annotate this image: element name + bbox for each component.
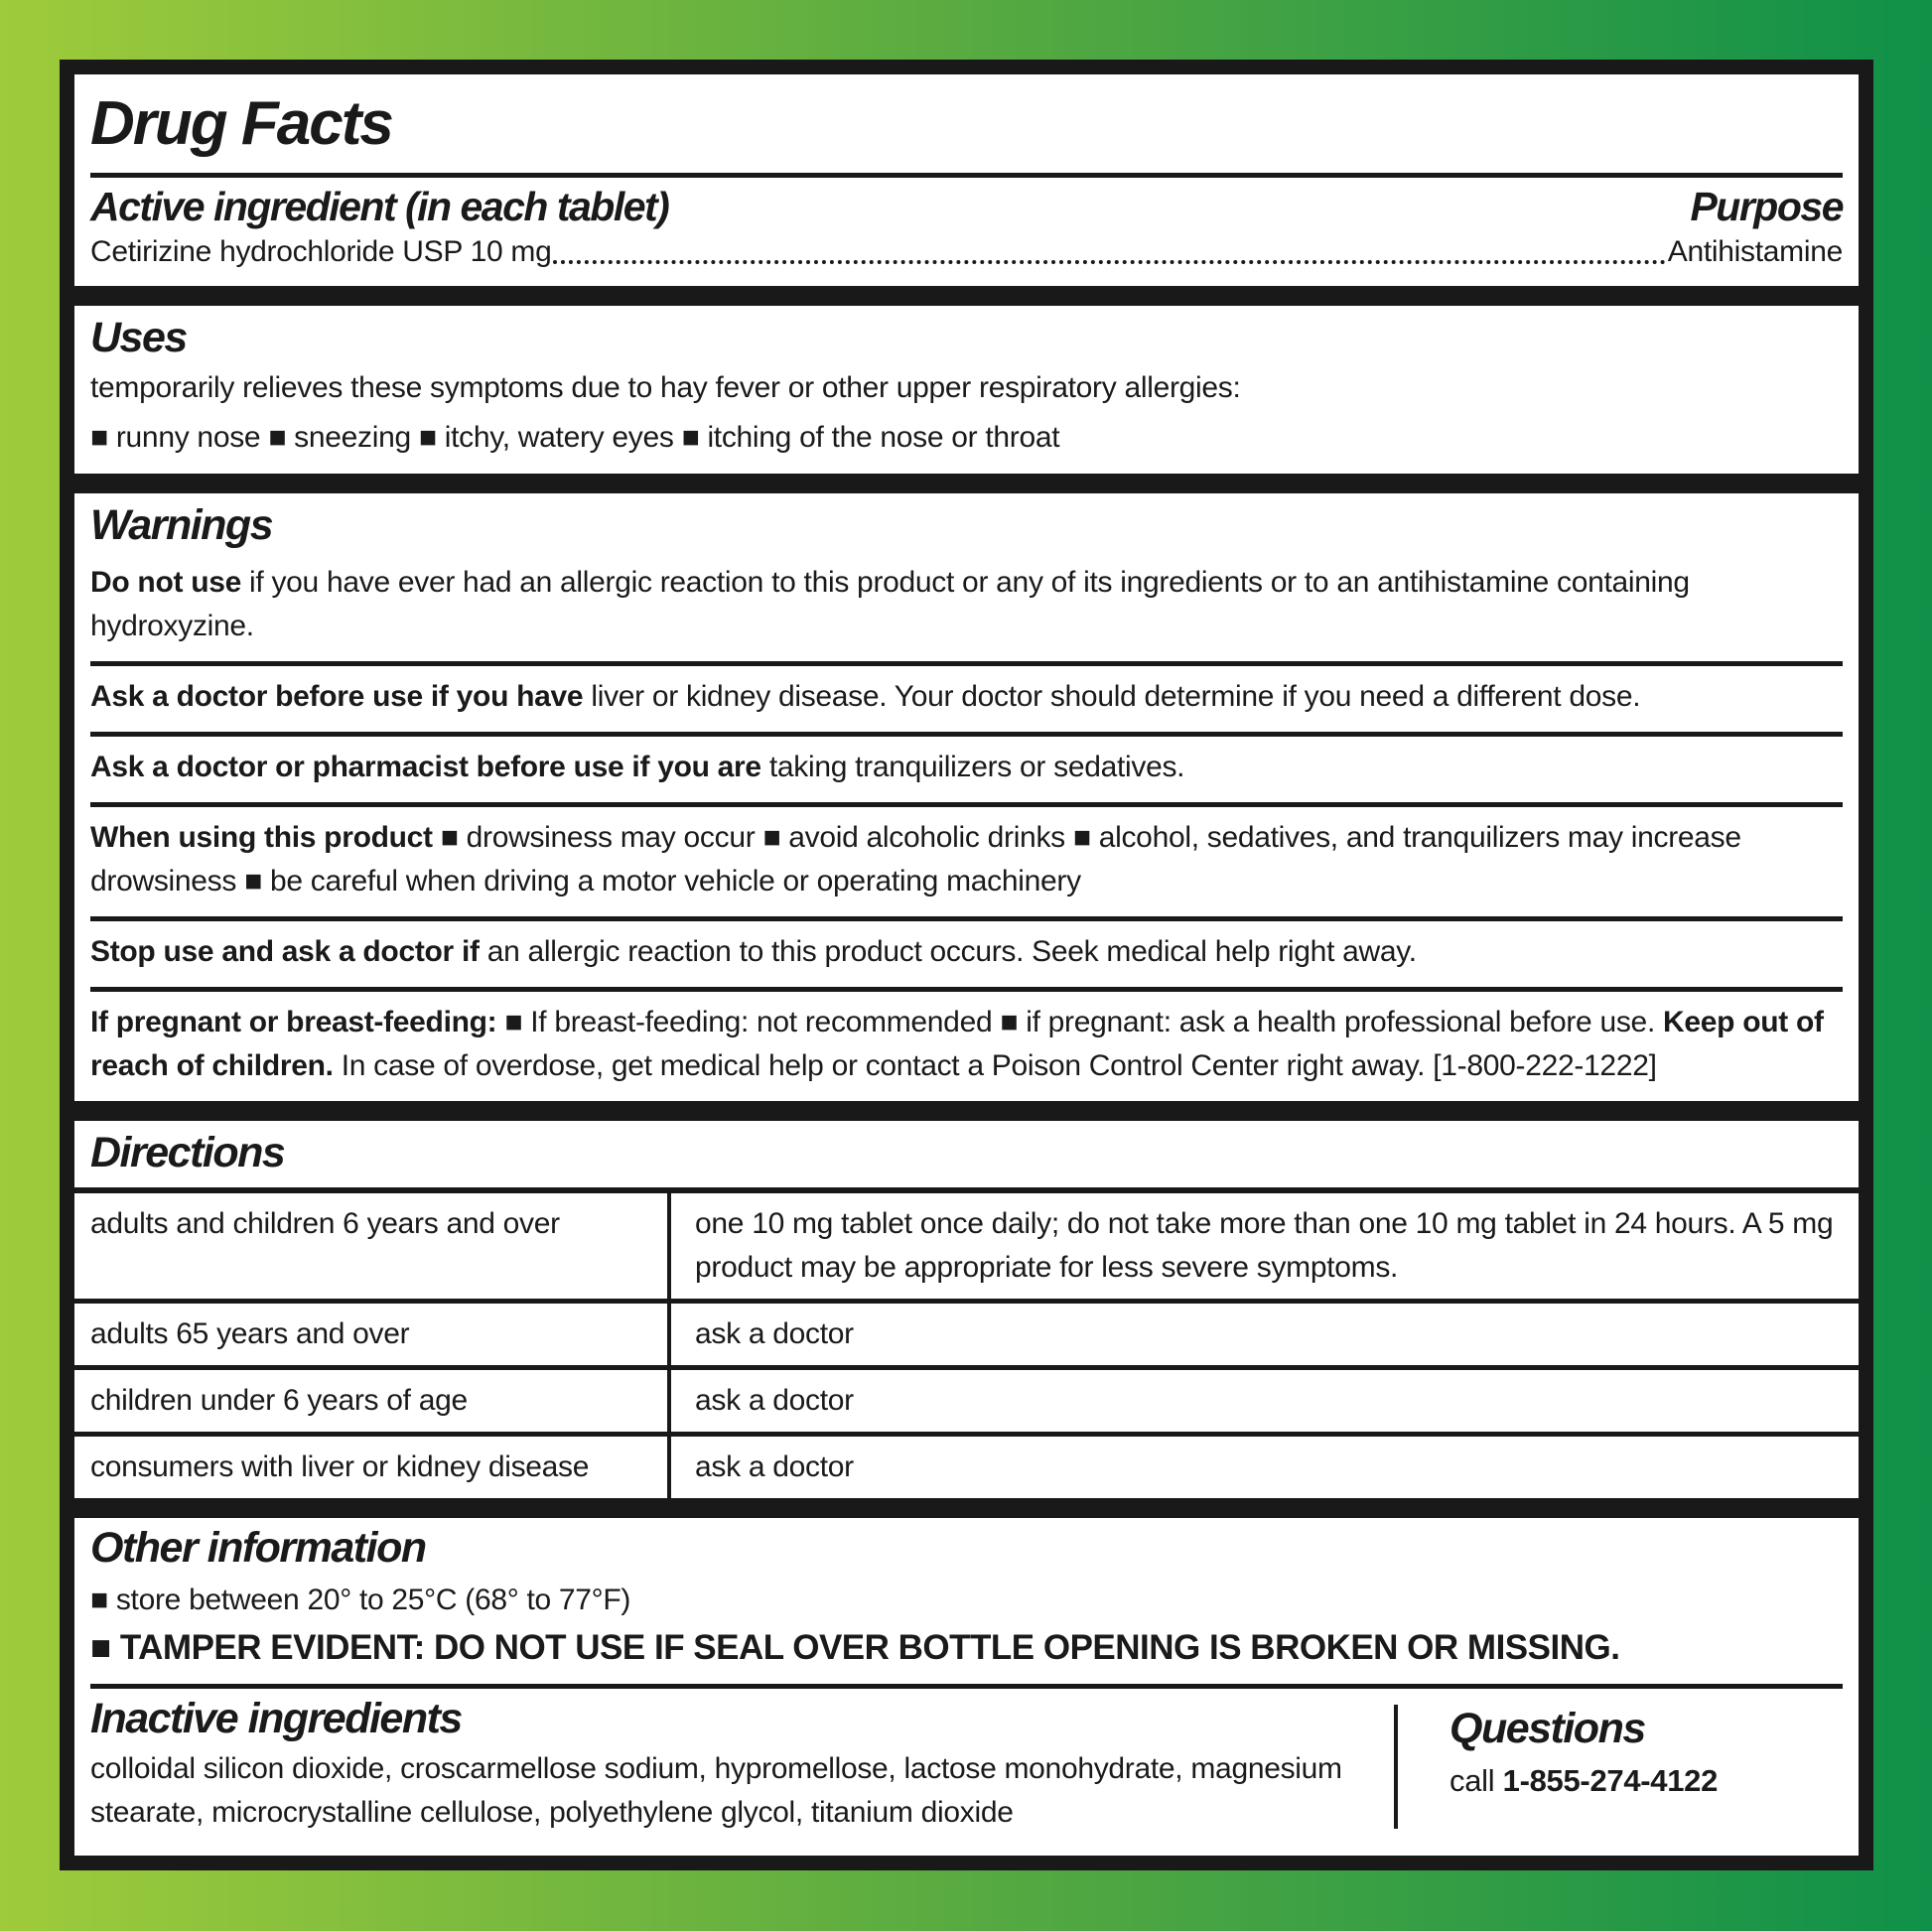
warning-when-using-lead: When using this product [90, 821, 433, 854]
uses-intro: temporarily relieves these symptoms due to hay fever or other upper respiratory allergies: [90, 371, 1241, 404]
table-cell-dose: ask a doctor [695, 1384, 854, 1417]
warning-stop-use-text: an allergic reaction to this product occurs. Seek medical help right away. [479, 935, 1417, 968]
storage-instruction: ■ store between 20° to 25°C (68° to 77°F) [90, 1584, 631, 1616]
warning-divider [90, 732, 1843, 737]
warning-stop-use-lead: Stop use and ask a doctor if [90, 935, 480, 968]
table-cell-who: consumers with liver or kidney disease [90, 1450, 590, 1483]
table-row [74, 1193, 1859, 1304]
warning-ask-doctor-pharmacist [90, 746, 1843, 789]
section-divider [74, 1101, 1859, 1121]
drug-facts-title: Drug Facts [90, 89, 392, 158]
active-ingredient-heading-row [74, 178, 1859, 230]
questions-heading: Questions [1449, 1705, 1645, 1752]
table-cell-dose: ask a doctor [695, 1317, 854, 1350]
warnings-section [74, 493, 1859, 1088]
table-cell-dose: ask a doctor [695, 1450, 854, 1483]
questions-section [1394, 1705, 1859, 1829]
directions-heading: Directions [90, 1129, 285, 1176]
warning-ask-doctor-pharmacist-text: taking tranquilizers or sedatives. [760, 751, 1185, 783]
table-row [74, 1304, 1859, 1370]
section-divider [74, 286, 1859, 306]
active-ingredient-purpose: Antihistamine [1667, 235, 1843, 268]
warning-when-using-text: ■ drowsiness may occur ■ avoid alcoholic drinks ■ alcohol, sedatives, and tranquilizers may increase drowsiness ■ be careful when driving a motor vehicle or operating machinery [90, 821, 1741, 897]
warnings-heading: Warnings [90, 501, 273, 549]
warning-divider [90, 916, 1843, 921]
uses-symptom-list: ■ runny nose ■ sneezing ■ itchy, watery eyes ■ itching of the nose or throat [90, 421, 1060, 454]
uses-heading: Uses [90, 314, 187, 361]
dotted-leader [553, 260, 1665, 264]
warning-ask-doctor-text: liver or kidney disease. Your doctor should determine if you need a different dose. [583, 680, 1641, 713]
bottom-columns [74, 1689, 1859, 1847]
section-divider [74, 1498, 1859, 1518]
warning-ask-doctor [90, 675, 1843, 719]
directions-table [74, 1187, 1859, 1498]
table-cell-who: adults and children 6 years and over [90, 1207, 560, 1240]
warning-ask-doctor-lead: Ask a doctor before use if you have [90, 680, 584, 713]
inactive-ingredients-heading: Inactive ingredients [90, 1695, 462, 1742]
warning-pregnant-lead: If pregnant or breast-feeding: [90, 1006, 497, 1038]
other-information-section [74, 1518, 1859, 1672]
table-row [74, 1437, 1859, 1498]
warning-divider [90, 802, 1843, 807]
purpose-heading: Purpose [1690, 184, 1843, 229]
warning-ask-doctor-pharmacist-lead: Ask a doctor or pharmacist before use if you are [90, 751, 761, 783]
warning-do-not-use [90, 561, 1843, 648]
warning-when-using [90, 816, 1843, 903]
table-cell-who: adults 65 years and over [90, 1317, 410, 1350]
questions-phone-line [1449, 1759, 1851, 1803]
inactive-ingredients-list: colloidal silicon dioxide, croscarmellose sodium, hypromellose, lactose monohydrate, magnesium stearate, microcrystalline cellulose, polyethylene glycol, titanium dioxide [90, 1752, 1342, 1829]
table-cell-who: children under 6 years of age [90, 1384, 468, 1417]
warning-do-not-use-lead: Do not use [90, 566, 241, 599]
warning-pregnant-text2: In case of overdose, get medical help or contact a Poison Control Center right away. [1-800-222-1222] [333, 1049, 1657, 1082]
active-ingredient-name: Cetirizine hydrochloride USP 10 mg [90, 235, 552, 268]
directions-section [74, 1121, 1859, 1498]
table-column-divider [667, 1193, 671, 1498]
warning-pregnant [90, 1001, 1843, 1088]
warning-stop-use [90, 930, 1843, 974]
warning-divider [90, 987, 1843, 992]
other-information-heading: Other information [90, 1524, 426, 1572]
drug-facts-panel [60, 60, 1873, 1870]
section-divider [74, 474, 1859, 493]
inactive-ingredients-section [74, 1695, 1394, 1847]
table-row [74, 1370, 1859, 1437]
warning-divider [90, 661, 1843, 666]
active-ingredient-section [74, 178, 1859, 286]
warning-pregnant-text1: ■ If breast-feeding: not recommended ■ if pregnant: ask a health professional before use. [496, 1006, 1664, 1038]
active-ingredient-row [74, 230, 1859, 286]
tamper-evident-notice: ■ TAMPER EVIDENT: DO NOT USE IF SEAL OVER BOTTLE OPENING IS BROKEN OR MISSING. [90, 1628, 1620, 1667]
active-ingredient-heading: Active ingredient (in each tablet) [90, 184, 669, 229]
call-label: call [1449, 1763, 1503, 1798]
warning-keep-out-of-reach: Keep out of reach of children. [90, 1006, 1824, 1082]
table-cell-dose: one 10 mg tablet once daily; do not take more than one 10 mg tablet in 24 hours. A 5 mg product may be appropriate for less severe symptoms. [695, 1207, 1834, 1284]
uses-section [74, 306, 1859, 460]
warning-do-not-use-text: if you have ever had an allergic reaction to this product or any of its ingredients or to an antihistamine containing hydroxyzine. [90, 566, 1690, 642]
phone-number: 1-855-274-4122 [1502, 1763, 1719, 1798]
